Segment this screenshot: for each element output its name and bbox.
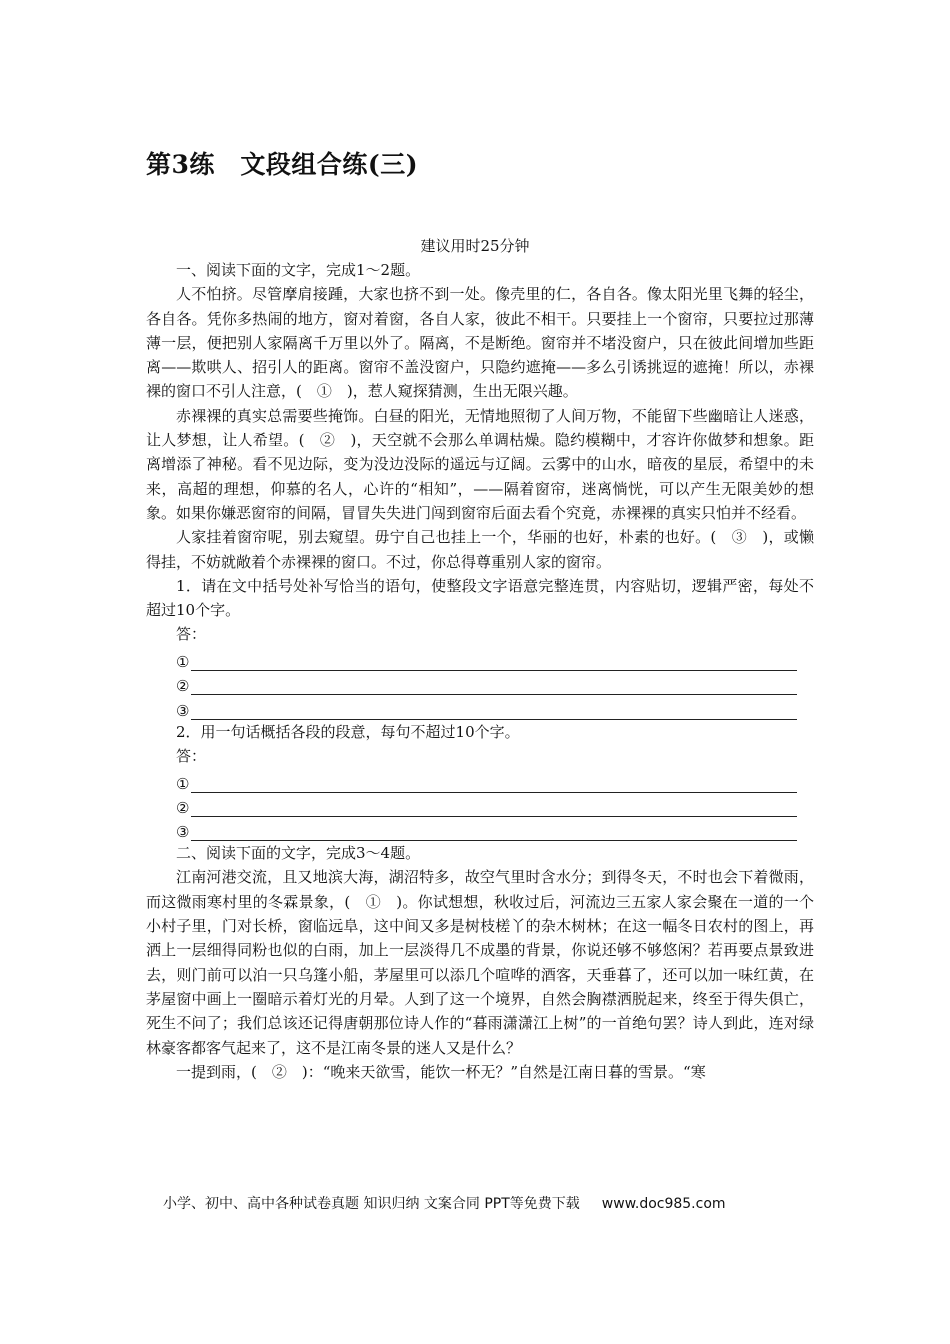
footer-text: 小学、初中、高中各种试卷真题 知识归纳 文案合同 PPT等免费下载 xyxy=(163,1196,580,1212)
answer-blank-q2-2[interactable] xyxy=(146,793,814,817)
answer-line xyxy=(191,799,797,817)
document-body xyxy=(146,258,814,1084)
section1-paragraph-3: 人家挂着窗帘呢，别去窥望。毋宁自己也挂上一个，华丽的也好，朴素的也好。( ③ )，或懒得挂，不妨就敞着个赤裸裸的窗口。不过，你总得尊重别人家的窗帘。 xyxy=(146,528,814,571)
section1-heading: 一、阅读下面的文字，完成1～2题。 xyxy=(176,261,421,279)
section1-paragraph-1: 人不怕挤。尽管摩肩接踵，大家也挤不到一处。像壳里的仁，各自各。像太阳光里飞舞的轻尘，各自各。凭你多热闹的地方，窗对着窗，各自人家，彼此不相干。只要挂上一个窗帘，只要拉过那薄薄一层，便把别人家隔离千万里以外了。隔离，不是断绝。窗帘并不堵没窗户，只在彼此间增加些距离——欺哄人、招引人的距离。窗帘不盖没窗户，只隐约遮掩——多么引诱挑逗的遮掩！所以，赤裸裸的窗口不引人注意，( ① )，惹人窥探猜测，生出无限兴趣。 xyxy=(146,285,814,401)
answer-blank-q2-3[interactable] xyxy=(146,817,814,841)
question-2: 2．用一句话概括各段的段意，每句不超过10个字。 xyxy=(176,722,520,741)
blank-marker: ② xyxy=(176,677,190,696)
page-footer xyxy=(163,1193,726,1213)
blank-marker: ① xyxy=(176,653,190,672)
section2-paragraph-1: 江南河港交流，且又地滨大海，湖沼特多，故空气里时含水分；到得冬天，不时也会下着微雨，而这微雨寒村里的冬霖景象，( ① )。你试想想，秋收过后，河流边三五家人家会聚在一道的一个小村子里，门对长桥，窗临远阜，这中间又多是树枝槎丫的杂木树林；在这一幅冬日农村的图上，再洒上一层细得同粉也似的白雨，加上一层淡得几不成墨的背景，你说还够不够悠闲？若再要点景致进去，则门前可以泊一只乌篷小船，茅屋里可以添几个喧哗的酒客，天垂暮了，还可以加一味红黄，在茅屋窗中画上一圈暗示着灯光的月晕。人到了这一个境界，自然会胸襟洒脱起来，终至于得失俱亡，死生不问了；我们总该还记得唐朝那位诗人作的“暮雨潇潇江上树”的一首绝句罢？诗人到此，连对绿林豪客都客气起来了，这不是江南冬景的迷人又是什么？ xyxy=(146,868,814,1057)
answer-line xyxy=(191,702,797,720)
answer-line xyxy=(191,653,797,671)
footer-url[interactable]: www.doc985.com xyxy=(601,1196,726,1212)
blank-marker: ① xyxy=(176,774,190,793)
question-1: 1．请在文中括号处补写恰当的语句，使整段文字语意完整连贯，内容贴切，逻辑严密，每处不超过10个字。 xyxy=(146,576,814,620)
section1-paragraph-2: 赤裸裸的真实总需要些掩饰。白昼的阳光，无情地照彻了人间万物，不能留下些幽暗让人迷惑，让人梦想，让人希望。( ② )，天空就不会那么单调枯燥。隐约模糊中，才容许你做梦和想象。距离增添了神秘。看不见边际，变为没边没际的遥远与辽阔。云雾中的山水，暗夜的星辰，希望中的未来，高超的理想，仰慕的名人，心许的“相知”，——隔着窗帘，迷离惝恍，可以产生无限美妙的想象。如果你嫌恶窗帘的间隔，冒冒失失进门闯到窗帘后面去看个究竟，赤裸裸的真实只怕并不经看。 xyxy=(146,406,814,522)
page-title: 第3练 文段组合练(三) xyxy=(146,150,419,179)
section2-paragraph-2: 一提到雨，( ② )：“晚来天欲雪，能饮一杯无？”自然是江南日暮的雪景。“寒 xyxy=(176,1062,706,1081)
blank-marker: ③ xyxy=(176,701,190,720)
answer-label-2: 答： xyxy=(176,746,207,765)
blank-marker: ② xyxy=(176,798,190,817)
answer-blank-q2-1[interactable] xyxy=(146,768,814,792)
answer-blank-q1-2[interactable] xyxy=(146,671,814,695)
answer-line xyxy=(191,677,797,695)
answer-blank-q1-3[interactable] xyxy=(146,695,814,719)
section2-heading: 二、阅读下面的文字，完成3～4题。 xyxy=(176,844,421,863)
answer-line xyxy=(191,823,797,841)
answer-line xyxy=(191,775,797,793)
blank-marker: ③ xyxy=(176,823,190,842)
answer-label-1: 答： xyxy=(176,625,207,644)
answer-blank-q1-1[interactable] xyxy=(146,647,814,671)
suggested-time: 建议用时25分钟 xyxy=(420,237,530,255)
